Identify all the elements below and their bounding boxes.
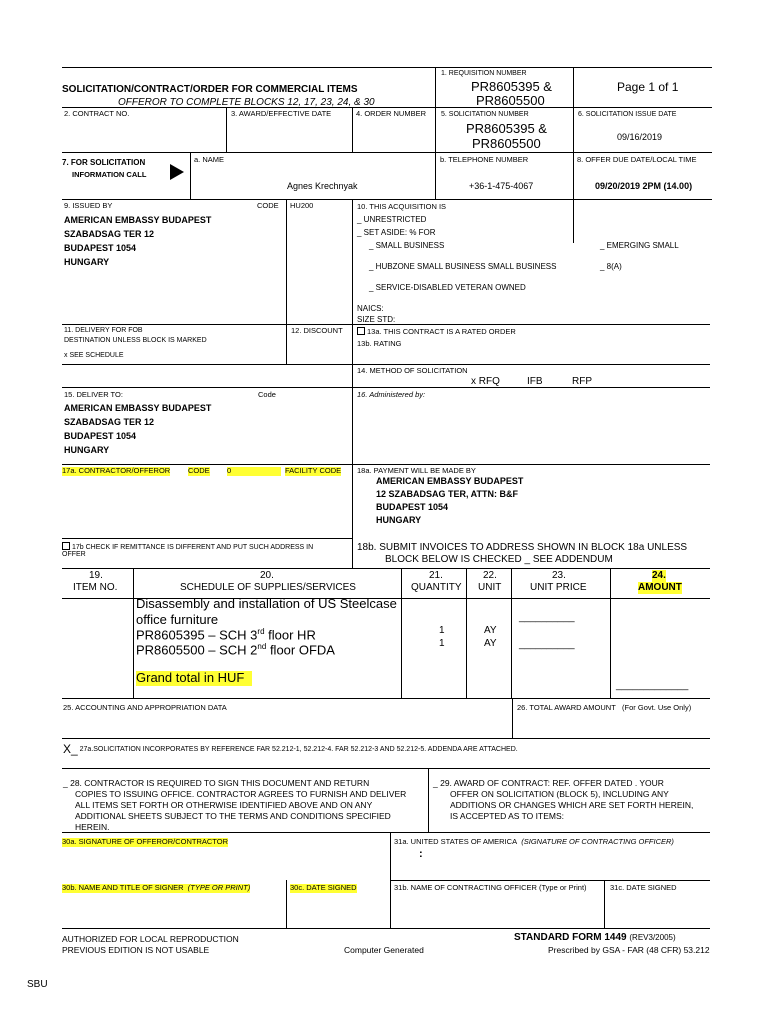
offeror-signature-label[interactable]: 30a. SIGNATURE OF OFFEROR/CONTRACTOR bbox=[62, 837, 228, 846]
total-award-label bbox=[517, 704, 691, 713]
address-line: AMERICAN EMBASSY BUDAPEST bbox=[64, 215, 212, 225]
address-line: SZABADSAG TER 12 bbox=[64, 229, 155, 239]
solicitation-number-label: 5. SOLICITATION NUMBER bbox=[441, 111, 529, 118]
col-item-label: ITEM NO. bbox=[73, 582, 118, 593]
far-reference[interactable] bbox=[63, 743, 518, 757]
requisition-number-label: 1. REQUISITION NUMBER bbox=[441, 70, 527, 77]
computer-generated-note: Computer Generated bbox=[344, 945, 424, 955]
sdvosb-option[interactable]: _ SERVICE-DISABLED VETERAN OWNED bbox=[369, 283, 526, 292]
address-line: AMERICAN EMBASSY BUDAPEST bbox=[376, 476, 524, 486]
solicitation-issue-date-label: 6. SOLICITATION ISSUE DATE bbox=[578, 111, 677, 118]
deliver-to-code-label: Code bbox=[258, 390, 276, 399]
unit-price-2[interactable]: __________ bbox=[519, 639, 575, 650]
order-number-label: 4. ORDER NUMBER bbox=[356, 109, 427, 118]
submit-invoices-text: 18b. SUBMIT INVOICES TO ADDRESS SHOWN IN BLOCK 18a UNLESS bbox=[357, 542, 688, 553]
col-schedule-label: SCHEDULE OF SUPPLIES/SERVICES bbox=[180, 582, 356, 593]
rated-order-label[interactable] bbox=[357, 327, 516, 337]
standard-form-name bbox=[514, 932, 676, 944]
remittance-checkbox[interactable] bbox=[62, 542, 70, 550]
contractor-sign-text: ADDITIONAL SHEETS SUBJECT TO THE TERMS AND CONDITIONS SPECIFIED bbox=[75, 811, 391, 821]
far-reference-text: 27a.SOLICITATION INCORPORATES BY REFERENCE FAR 52.212-1, 52.212-4. FAR 52.212-3 AND 52.212-5. ADDENDA ARE ATTACHED. bbox=[79, 746, 518, 753]
prescribed-by: Prescribed by GSA - FAR (48 CFR) 53.212 bbox=[548, 945, 710, 955]
submit-invoices-text-2[interactable]: BLOCK BELOW IS CHECKED _ SEE ADDENDUM bbox=[385, 554, 613, 565]
award-date-label: 3. AWARD/EFFECTIVE DATE bbox=[231, 109, 332, 118]
delivery-fob-label: 11. DELIVERY FOR FOB bbox=[64, 327, 143, 334]
accounting-label: 25. ACCOUNTING AND APPROPRIATION DATA bbox=[63, 703, 227, 712]
line-item-ofda[interactable] bbox=[136, 642, 335, 658]
solicitation-number-line1[interactable]: PR8605395 & bbox=[466, 121, 547, 136]
administered-by-label: 16. Administered by: bbox=[357, 390, 426, 399]
address-line: HUNGARY bbox=[376, 515, 422, 525]
rating-label: 13b. RATING bbox=[357, 339, 402, 348]
contractor-sign-text: HEREIN. bbox=[75, 822, 110, 832]
arrow-right-icon bbox=[170, 164, 184, 180]
award-text: OFFER ON SOLICITATION (BLOCK 5), INCLUDING ANY bbox=[450, 789, 669, 799]
address-line: 12 SZABADSAG TER, ATTN: B&F bbox=[376, 489, 519, 499]
col-amount-number: 24. bbox=[652, 570, 666, 581]
rated-order-checkbox[interactable] bbox=[357, 327, 365, 335]
contact-name-label: a. NAME bbox=[194, 155, 225, 164]
address-line: HUNGARY bbox=[64, 257, 110, 267]
total-award-text: 26. TOTAL AWARD AMOUNT bbox=[517, 703, 616, 712]
eight-a-option[interactable]: _ 8(A) bbox=[600, 262, 622, 271]
contact-name[interactable]: Agnes Krechnyak bbox=[287, 181, 358, 191]
reproduction-note: AUTHORIZED FOR LOCAL REPRODUCTION bbox=[62, 934, 239, 944]
col-unit-number: 22. bbox=[483, 570, 497, 581]
grand-total-label: Grand total in HUF bbox=[136, 671, 252, 686]
rated-order-text: 13a. THIS CONTRACT IS A RATED ORDER bbox=[367, 327, 516, 336]
col-amount-label: AMOUNT bbox=[638, 582, 682, 593]
unit-2[interactable]: AY bbox=[484, 638, 497, 649]
issued-by-code-label: CODE bbox=[257, 201, 279, 210]
requisition-number-line1[interactable]: PR8605395 & bbox=[471, 79, 552, 94]
form-revision: (REV3/2005) bbox=[629, 933, 676, 942]
address-line: HUNGARY bbox=[64, 445, 110, 455]
col-unit-price-label: UNIT PRICE bbox=[530, 582, 587, 593]
solicitation-info-label: 7. FOR SOLICITATION bbox=[62, 158, 146, 167]
signature-mark: : bbox=[419, 848, 423, 860]
rfp-option[interactable]: RFP bbox=[572, 376, 592, 387]
usa-signature-hint: (SIGNATURE OF CONTRACTING OFFICER) bbox=[521, 837, 674, 846]
unrestricted-option[interactable]: _ UNRESTRICTED bbox=[357, 215, 427, 224]
offeror-date-label[interactable]: 30c. DATE SIGNED bbox=[290, 883, 357, 892]
naics-label: NAICS: bbox=[357, 304, 384, 313]
small-business-option[interactable]: _ SMALL BUSINESS bbox=[369, 241, 445, 250]
col-quantity-label: QUANTITY bbox=[411, 582, 462, 593]
telephone-number[interactable]: +36-1-475-4067 bbox=[469, 181, 534, 191]
unit-1[interactable]: AY bbox=[484, 625, 497, 636]
requisition-number-line2[interactable]: PR8605500 bbox=[476, 93, 545, 108]
issued-by-code[interactable]: HU200 bbox=[290, 201, 314, 210]
page-indicator: Page 1 of 1 bbox=[617, 80, 679, 94]
address-line: SZABADSAG TER 12 bbox=[64, 417, 155, 427]
award-text: ADDITIONS OR CHANGES WHICH ARE SET FORTH HEREIN, bbox=[450, 800, 694, 810]
unit-price-1[interactable]: __________ bbox=[519, 612, 575, 623]
see-schedule-option[interactable]: x SEE SCHEDULE bbox=[64, 352, 124, 359]
telephone-label: b. TELEPHONE NUMBER bbox=[440, 155, 529, 164]
signer-name-hint: (TYPE OR PRINT) bbox=[187, 883, 251, 892]
address-line: BUDAPEST 1054 bbox=[64, 243, 137, 253]
remittance-text: 17b CHECK IF REMITTANCE IS DIFFERENT AND PUT SUCH ADDRESS IN bbox=[72, 544, 314, 551]
award-text: _ 29. AWARD OF CONTRACT: REF. OFFER DATED . YOUR bbox=[433, 778, 664, 788]
method-label: 14. METHOD OF SOLICITATION bbox=[357, 366, 468, 375]
contractor-sign-text: _ 28. CONTRACTOR IS REQUIRED TO SIGN THIS DOCUMENT AND RETURN bbox=[63, 778, 370, 788]
col-schedule-number: 20. bbox=[260, 570, 274, 581]
sbu-marking: SBU bbox=[27, 979, 48, 990]
contractor-sign-text: ALL ITEMS SET FORTH OR OTHERWISE IDENTIFIED ABOVE AND ON ANY bbox=[75, 800, 373, 810]
col-unit-label: UNIT bbox=[478, 582, 502, 593]
contractor-label: 17a. CONTRACTOR/OFFEROR bbox=[62, 466, 171, 475]
hubzone-option[interactable]: _ HUBZONE SMALL BUSINESS SMALL BUSINESS bbox=[369, 262, 557, 271]
far-reference-mark[interactable]: X_ bbox=[63, 742, 78, 756]
contracting-officer-label[interactable]: 31b. NAME OF CONTRACTING OFFICER (Type or Print) bbox=[394, 883, 587, 892]
size-std-label: SIZE STD: bbox=[357, 315, 396, 324]
line-item-text: PR8605395 – SCH 3 bbox=[136, 627, 258, 643]
contractor-code[interactable]: 0 bbox=[227, 467, 281, 476]
signer-name-text: 30b. NAME AND TITLE OF SIGNER bbox=[62, 883, 184, 892]
solicitation-number-line2[interactable]: PR8605500 bbox=[472, 136, 541, 151]
item-description-2[interactable]: office furniture bbox=[136, 612, 219, 627]
contractor-code-label: CODE bbox=[188, 466, 210, 475]
line-item-text: PR8605500 – SCH 2 bbox=[136, 642, 258, 658]
line-item-text: floor OFDA bbox=[266, 642, 335, 658]
ordinal-suffix: rd bbox=[257, 627, 265, 636]
award-text: IS ACCEPTED AS TO ITEMS: bbox=[450, 811, 564, 821]
rfq-option[interactable]: x RFQ bbox=[471, 376, 500, 387]
remittance-text-2: OFFER bbox=[62, 551, 86, 558]
ordinal-suffix: nd bbox=[257, 642, 267, 651]
address-line: BUDAPEST 1054 bbox=[376, 502, 449, 512]
deliver-to-label: 15. DELIVER TO: bbox=[64, 390, 123, 399]
usa-signature-text: 31a. UNITED STATES OF AMERICA bbox=[394, 837, 518, 846]
col-item-number: 19. bbox=[89, 570, 103, 581]
payment-label: 18a. PAYMENT WILL BE MADE BY bbox=[357, 466, 476, 475]
set-aside-option[interactable]: _ SET ASIDE: % FOR bbox=[357, 228, 436, 237]
signer-name-label[interactable] bbox=[62, 884, 250, 893]
officer-date-label[interactable]: 31c. DATE SIGNED bbox=[610, 883, 677, 892]
contract-number-label: 2. CONTRACT NO. bbox=[64, 109, 130, 118]
line-item-text: floor HR bbox=[264, 627, 316, 643]
line-item-hr[interactable] bbox=[136, 627, 316, 643]
usa-signature-label[interactable] bbox=[394, 838, 674, 847]
offer-due-label: 8. OFFER DUE DATE/LOCAL TIME bbox=[577, 155, 697, 164]
delivery-fob-label-2: DESTINATION UNLESS BLOCK IS MARKED bbox=[64, 337, 207, 344]
address-line: AMERICAN EMBASSY BUDAPEST bbox=[64, 403, 212, 413]
item-description[interactable]: Disassembly and installation of US Steelcase bbox=[136, 596, 397, 611]
ifb-option[interactable]: IFB bbox=[527, 376, 543, 387]
solicitation-info-label-2: INFORMATION CALL bbox=[72, 170, 147, 179]
contractor-sign-text: COPIES TO ISSUING OFFICE. CONTRACTOR AGREES TO FURNISH AND DELIVER bbox=[75, 789, 407, 799]
quantity-1[interactable]: 1 bbox=[439, 625, 445, 636]
col-unit-price-number: 23. bbox=[552, 570, 566, 581]
acquisition-label: 10. THIS ACQUISITION IS bbox=[357, 202, 447, 211]
solicitation-issue-date[interactable]: 09/16/2019 bbox=[617, 132, 663, 142]
form-name-text: STANDARD FORM 1449 bbox=[514, 932, 627, 943]
col-quantity-number: 21. bbox=[429, 570, 443, 581]
quantity-2[interactable]: 1 bbox=[439, 638, 445, 649]
govt-use-note: (For Govt. Use Only) bbox=[622, 703, 692, 712]
address-line: BUDAPEST 1054 bbox=[64, 431, 137, 441]
form-subtitle: OFFEROR TO COMPLETE BLOCKS 12, 17, 23, 24, & 30 bbox=[118, 97, 375, 108]
offer-due-date[interactable]: 09/20/2019 2PM (14.00) bbox=[595, 181, 693, 191]
form-title: SOLICITATION/CONTRACT/ORDER FOR COMMERCIAL ITEMS bbox=[62, 84, 358, 95]
remittance-check[interactable] bbox=[62, 542, 313, 552]
previous-edition-note: PREVIOUS EDITION IS NOT USABLE bbox=[62, 945, 210, 955]
grand-total-amount[interactable]: _____________ bbox=[616, 680, 689, 691]
emerging-small-option[interactable]: _ EMERGING SMALL bbox=[600, 241, 679, 250]
facility-code-label: FACILITY CODE bbox=[285, 466, 342, 475]
discount-label: 12. DISCOUNT bbox=[291, 326, 343, 335]
issued-by-label: 9. ISSUED BY bbox=[64, 201, 113, 210]
